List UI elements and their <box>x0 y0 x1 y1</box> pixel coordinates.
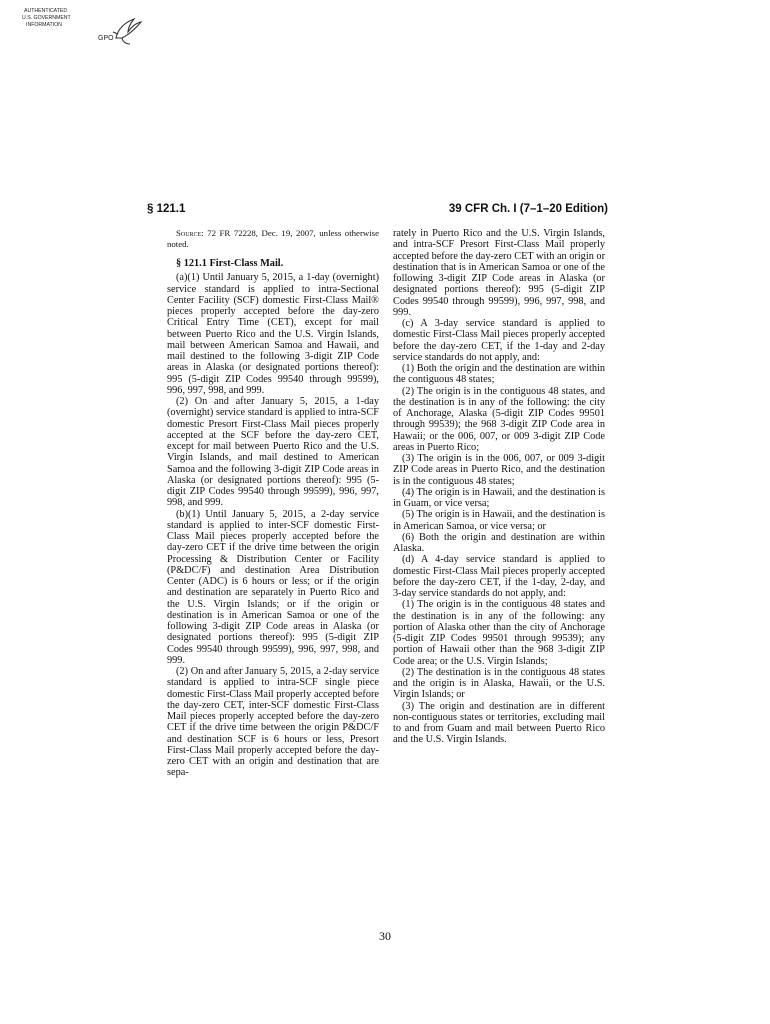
paragraph-c3: (3) The origin is in the 006, 007, or 009 3-digit ZIP Code areas in Puerto Rico, and the destination is in the contiguous 48 states; <box>393 453 605 487</box>
paragraph-c6: (6) Both the origin and destination are within Alaska. <box>393 531 605 554</box>
source-note <box>167 228 379 249</box>
source-text: 72 FR 72228, Dec. 19, 2007, unless otherwise noted. <box>167 228 379 249</box>
source-label: Source: <box>176 228 204 238</box>
seal-line-1: AUTHENTICATED <box>24 8 68 14</box>
paragraph-a1: (a)(1) Until January 5, 2015, a 1-day (overnight) service standard is applied to intra-Sectional Center Facility (SCF) domestic First-Class Mail® pieces properly accepted before the day-zero Critical Entry Time (CET), except for mail between Puerto Rico and the U.S. Virgin Islands, mail between American Samoa and Hawaii, and mail destined to the following 3-digit ZIP Code areas in Alaska (or designated portions thereof): 995 (5-digit ZIP Codes 99540 through 99599), 996, 997, 998, and 999. <box>167 272 379 396</box>
paragraph-c: (c) A 3-day service standard is applied to domestic First-Class Mail pieces properly accepted before the day-zero CET, if the 1-day and 2-day service standards do not apply, and: <box>393 318 605 363</box>
paragraph-d: (d) A 4-day service standard is applied to domestic First-Class Mail pieces properly accepted before the day-zero CET, if the 1-day, 2-day, and 3-day service standards do not apply, and: <box>393 554 605 599</box>
paragraph-d1: (1) The origin is in the contiguous 48 states and the destination is in any of the following: any portion of Alaska other than the city of Anchorage (5-digit ZIP Codes 99501 through 99539); any portion of Hawaii other than the 968 3-digit ZIP Code area; or the U.S. Virgin Islands; <box>393 599 605 667</box>
paragraph-b2-continued: rately in Puerto Rico and the U.S. Virgin Islands, and intra-SCF Presort First-Class Mail properly accepted before the day-zero CET with an origin or destination that is in American Samoa or one of the following 3-digit ZIP Code areas in Alaska (or designated portions thereof): 995 (5-digit ZIP Codes 99540 through 99599), 996, 997, 998, and 999. <box>393 228 605 318</box>
paragraph-c1: (1) Both the origin and the destination are within the contiguous 48 states; <box>393 363 605 386</box>
right-column <box>393 228 605 746</box>
page-number: 30 <box>379 929 391 943</box>
section-heading: § 121.1 First-Class Mail. <box>176 258 284 269</box>
eagle-icon <box>113 19 141 44</box>
left-column <box>167 228 379 779</box>
paragraph-d3: (3) The origin and destination are in different non-contiguous states or territories, excluding mail to and from Guam and mail between Puerto Rico and the U.S. Virgin Islands. <box>393 700 605 746</box>
paragraph-c4: (4) The origin is in Hawaii, and the destination is in Guam, or vice versa; <box>393 486 605 509</box>
paragraph-a2: (2) On and after January 5, 2015, a 1-day (overnight) service standard is applied to intra-SCF domestic Presort First-Class Mail pieces properly accepted at the SCF before the day-zero CET, except for mail between Puerto Rico and the U.S. Virgin Islands, and mail destined to American Samoa and the following 3-digit ZIP Code areas in Alaska (or designated portions thereof): 995 (5-digit ZIP Codes 99540 through 99599), 996, 997, 998, and 999. <box>167 396 379 509</box>
volume-header: 39 CFR Ch. I (7–1–20 Edition) <box>448 203 608 215</box>
paragraph-d2: (2) The destination is in the contiguous 48 states and the origin is in Alaska, Hawaii, or the U.S. Virgin Islands; or <box>393 666 605 701</box>
gpo-authentication-seal <box>22 4 144 48</box>
paragraph-b1: (b)(1) Until January 5, 2015, a 2-day service standard is applied to inter-SCF domestic First-Class Mail pieces properly accepted before the day-zero CET if the drive time between the origin Processing & Distribution Center or Facility (P&DC/F) and destination Area Distribution Center (ADC) is 6 hours or less; or if the origin and destination are separately in Puerto Rico and the U.S. Virgin Islands; or if the origin or destination is in American Samoa or one of the following 3-digit ZIP Code areas in Alaska (or designated portions thereof): 995 (5-digit ZIP Codes 99540 through 99599), 996, 997, 998, and 999. <box>167 508 379 666</box>
section-header: § 121.1 <box>147 203 186 215</box>
paragraph-c5: (5) The origin is in Hawaii, and the destination is in American Samoa, or vice versa; or <box>393 509 605 532</box>
paragraph-c2: (2) The origin is in the contiguous 48 states, and the destination is in any of the following: the city of Anchorage, Alaska (5-digit ZIP Codes 99501 through 99539); the 968 3-digit ZIP Code area in Hawaii; or the 006, 007, or 009 3-digit ZIP Code areas in Puerto Rico; <box>393 385 605 453</box>
seal-line-3: INFORMATION <box>26 22 62 28</box>
paragraph-b2: (2) On and after January 5, 2015, a 2-day service standard is applied to intra-SCF single piece domestic First-Class Mail properly accepted before the day-zero CET, inter-SCF domestic First-Class Mail pieces properly accepted before the day-zero CET if the drive time between the origin P&DC/F and destination SCF is 6 hours or less, Presort First-Class Mail properly accepted before the day-zero CET with an origin and destination that are sepa- <box>167 666 379 779</box>
seal-line-4: GPO <box>98 35 114 42</box>
seal-line-2: U.S. GOVERNMENT <box>22 15 71 21</box>
